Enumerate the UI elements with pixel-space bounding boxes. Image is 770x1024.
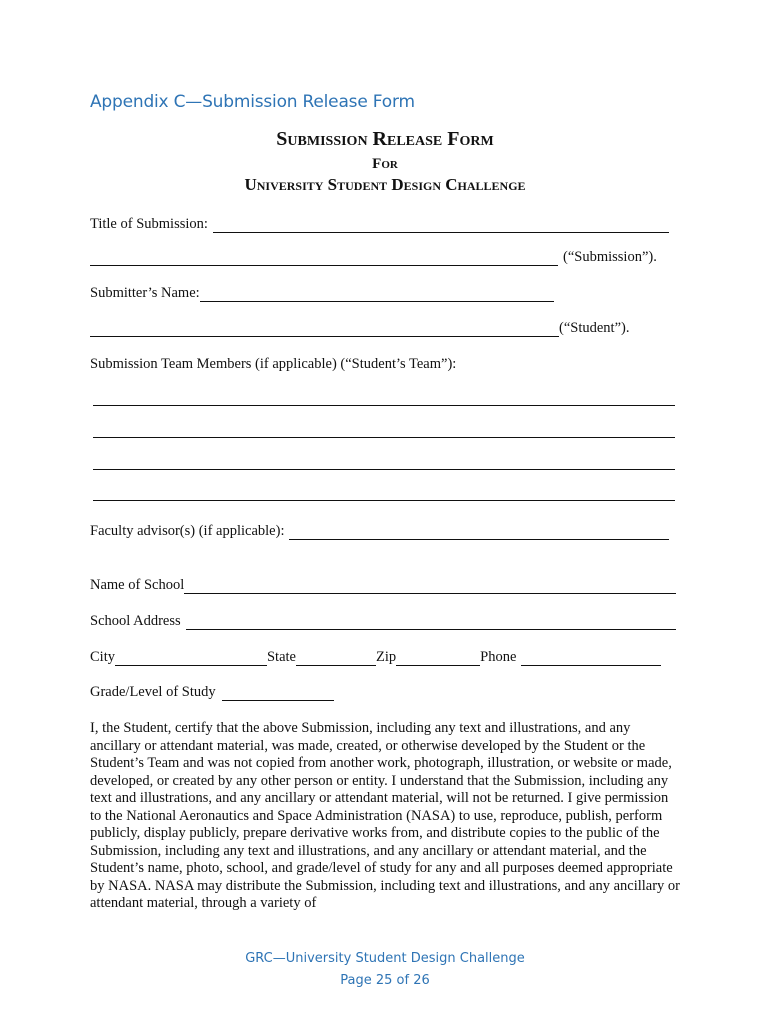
title-of-submission-field[interactable] — [213, 218, 669, 233]
submitters-name-label: Submitter’s Name: — [90, 285, 200, 301]
city-state-zip-phone-row — [90, 649, 661, 666]
school-address-row — [90, 613, 676, 630]
student-continuation-row — [90, 320, 629, 337]
school-address-label: School Address — [90, 613, 181, 629]
team-member-line-3[interactable] — [93, 469, 675, 470]
school-address-field[interactable] — [186, 615, 676, 630]
team-member-line-2[interactable] — [93, 437, 675, 438]
faculty-advisor-label: Faculty advisor(s) (if applicable): — [90, 523, 285, 539]
grade-level-row — [90, 684, 334, 701]
grade-level-field[interactable] — [222, 686, 334, 701]
zip-field[interactable] — [396, 651, 480, 666]
grade-level-label: Grade/Level of Study — [90, 684, 216, 700]
phone-label: Phone — [480, 649, 517, 665]
school-name-label: Name of School — [90, 577, 185, 593]
form-title-for: For — [372, 156, 398, 172]
certification-paragraph: I, the Student, certify that the above Submission, including any text and illustrations, and any ancillary or attendant material, was made, created, or otherwise developed by the Student or the Student’s Team and was not copied from another work, photograph, illustration, or website or made, developed, or created by any other person or entity. I understand that the Submission, including any text and illustrations, and any ancillary or attendant material, will not be returned. I give permission to the National Aeronautics and Space Administration (NASA) to use, reproduce, publish, perform publicly, display publicly, prepare derivative works from, and distribute copies to the public of the Submission, including any text and illustrations, and any ancillary or attendant material, and the Student’s name, photo, school, and grade/level of study for any and all purposes deemed appropriate by NASA. NASA may distribute the Submission, including text and illustrations, and any ancillary or attendant material, through a variety of — [90, 720, 681, 911]
title-of-submission-label: Title of Submission: — [90, 216, 208, 232]
submitters-name-field[interactable] — [200, 287, 554, 302]
student-suffix: (“Student”). — [559, 320, 630, 336]
page-number: Page 25 of 26 — [340, 973, 430, 988]
faculty-advisor-field[interactable] — [289, 525, 669, 540]
submitters-name-row — [90, 285, 554, 302]
team-members-label: Submission Team Members (if applicable) (“Student’s Team”): — [90, 356, 457, 372]
submitters-name-field-2[interactable] — [90, 322, 559, 337]
submission-suffix: (“Submission”). — [563, 249, 657, 265]
footer-title: GRC—University Student Design Challenge — [245, 951, 525, 966]
form-subtitle: University Student Design Challenge — [244, 175, 526, 194]
team-members-row — [90, 356, 456, 373]
zip-label: Zip — [375, 649, 397, 665]
phone-field[interactable] — [521, 651, 661, 666]
state-label: State — [266, 649, 296, 665]
faculty-advisor-row — [90, 523, 669, 540]
state-field[interactable] — [296, 651, 376, 666]
title-of-submission-row — [90, 216, 669, 233]
team-member-line-1[interactable] — [93, 405, 675, 406]
school-name-row — [90, 577, 676, 594]
title-of-submission-field-2[interactable] — [90, 251, 558, 266]
school-name-field[interactable] — [184, 579, 676, 594]
submission-continuation-row — [90, 249, 657, 266]
appendix-heading: Appendix C—Submission Release Form — [90, 92, 415, 112]
form-title: Submission Release Form — [276, 128, 494, 150]
city-label: City — [90, 649, 115, 665]
team-member-line-4[interactable] — [93, 500, 675, 501]
city-field[interactable] — [115, 651, 267, 666]
